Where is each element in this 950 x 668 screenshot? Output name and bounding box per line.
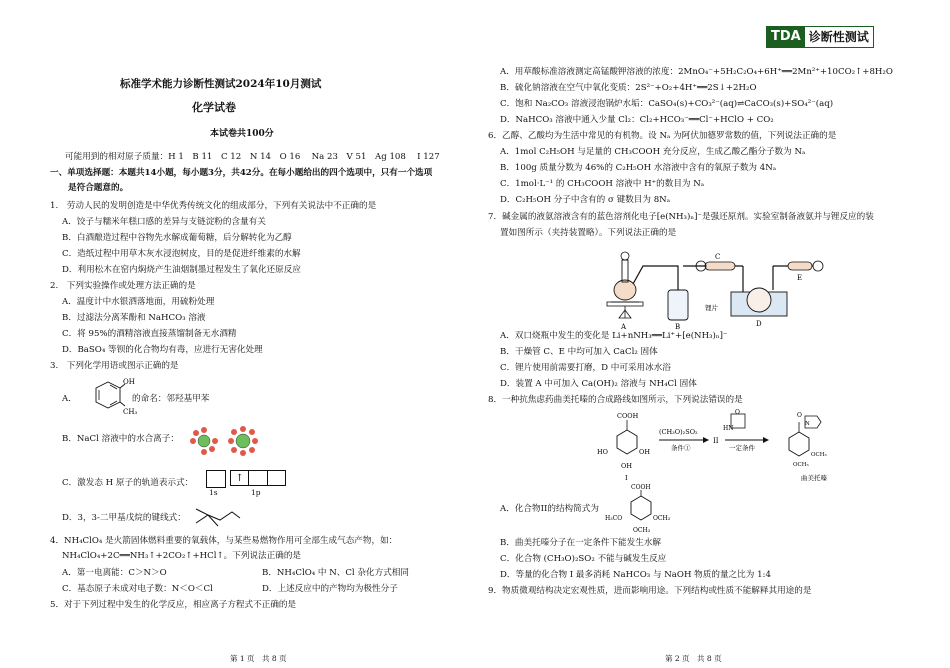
- ch3-label: CH₃: [123, 408, 138, 416]
- q3-option-d: D．3，3-二甲基戊烷的键线式：: [62, 513, 186, 523]
- och3-label-3: OCH₃: [653, 515, 671, 522]
- page-footer-1: 第 1 页 共 8 页: [230, 654, 287, 663]
- question-3: 3. 下列化学用语或图示正确的是: [50, 361, 179, 371]
- q2-option-d: D．BaSO₄ 等钡的化合物均有毒，应进行无害化处理: [62, 345, 263, 355]
- q4-option-d: D．上述反应中的产物均为极性分子: [262, 584, 398, 594]
- product-label: 曲美托嗪: [801, 474, 827, 482]
- q4-option-b: B．NH₄ClO₄ 中 N、Cl 杂化方式相同: [262, 568, 409, 578]
- hn-label: HN: [723, 425, 734, 432]
- och3-label-2: OCH₃: [793, 462, 809, 468]
- question-7: 7．碱金属的液氨溶液含有的蓝色溶剂化电子[e(NH₃)ₙ]⁻是强还原剂。实验室制备液氨并与锂反应的装: [488, 212, 874, 222]
- q3-option-c: C．激发态 H 原子的轨道表示式：: [62, 478, 194, 488]
- q5-option-b: B．硫化钠溶液在空气中氧化变质：2S²⁻+O₂+4H⁺══2S↓+2H₂O: [500, 83, 757, 93]
- compound-ii-label: II: [713, 437, 719, 445]
- q7-option-b: B．干燥管 C、E 中均可加入 CaCl₂ 固体: [500, 347, 658, 357]
- h3co-label: H₃CO: [605, 515, 623, 522]
- q7-option-d: D．装置 A 中可加入 Ca(OH)₂ 溶液与 NH₄Cl 固体: [500, 379, 697, 389]
- compound-ii-structure: [603, 484, 683, 536]
- page-footer-2: 第 2 页 共 8 页: [665, 654, 722, 663]
- exam-title: 标准学术能力诊断性测试2024年10月测试: [120, 78, 322, 90]
- q3-option-a-label: A．: [62, 394, 77, 404]
- q3-option-a-text: 的命名：邻羟基甲苯: [132, 394, 210, 404]
- label-lithium: 锂片: [705, 304, 718, 312]
- label-c: C: [715, 253, 721, 261]
- total-score: 本试卷共100分: [210, 129, 274, 139]
- question-4: 4．NH₄ClO₄ 是火箭固体燃料重要的氧载体，与某些易燃物作用可全部生成气态产物，如：: [50, 536, 398, 546]
- q5-option-a: A．用草酸标准溶液测定高锰酸钾溶液的浓度：2MnO₄⁻+5H₂C₂O₄+6H⁺══2Mn²⁺+10CO₂↑+8H₂O: [500, 67, 893, 77]
- och3-label-4: OCH₃: [633, 527, 651, 534]
- ho-label: HO: [597, 448, 608, 456]
- q1-option-d: D．利用松木在窑内焖烧产生油烟制墨过程发生了氧化还原反应: [62, 265, 301, 275]
- q1-option-b: B．白酒酿造过程中谷物先水解成葡萄糖，后分解转化为乙醇: [62, 233, 292, 243]
- q1-option-c: C．造纸过程中用草木灰水浸泡树皮，目的是促进纤维素的水解: [62, 249, 301, 259]
- label-1s: 1s: [209, 488, 218, 497]
- oh-label-2: OH: [621, 462, 632, 470]
- compound-i-label: I: [625, 474, 628, 482]
- q2-option-c: C．将 95%的酒精溶液直接蒸馏制备无水酒精: [62, 329, 237, 339]
- q2-option-a: A．温度计中水银洒落地面，用硫粉处理: [62, 297, 215, 307]
- cooh-label: COOH: [617, 412, 639, 420]
- q7-option-a: A．双口烧瓶中发生的变化是 Li+nNH₃══Li⁺+[e(NH₃)ₙ]⁻: [500, 331, 728, 341]
- apparatus-diagram: [593, 240, 833, 330]
- question-6: 6．乙醇、乙酸均为生活中常见的有机物。设 Nₐ 为阿伏加德罗常数的值，下列说法正确的是: [488, 131, 837, 141]
- orbital-boxes-1p: [230, 470, 286, 486]
- section-heading: 一、单项选择题：本题共14小题，每小题3分，共42分。在每小题给出的四个选项中，只有一个选项: [50, 168, 433, 178]
- q5-option-d: D．NaHCO₃ 溶液中通入少量 Cl₂：Cl₂+HCO₃⁻══Cl⁻+HClO + CO₂: [500, 115, 774, 125]
- label-a: A: [621, 323, 627, 331]
- q7-option-c: C．锂片使用前需要打磨，D 中可采用冰水浴: [500, 363, 671, 373]
- orbital-arrow: ↑: [230, 470, 249, 486]
- q4-option-a: A．第一电离能：C＞N＞O: [62, 568, 167, 578]
- o-cresol-structure: [78, 376, 138, 418]
- question-5: 5．对于下列过程中发生的化学反应，相应离子方程式不正确的是: [50, 600, 297, 610]
- cooh-label-2: COOH: [631, 484, 651, 491]
- q3-option-b: B．NaCl 溶液中的水合离子：: [62, 434, 179, 444]
- condition-1-label: 条件①: [671, 444, 691, 452]
- label-d: D: [756, 320, 762, 328]
- question-9: 9．物质微观结构决定宏观性质，进而影响用途。下列结构或性质不能解释其用途的是: [488, 586, 812, 596]
- q5-option-c: C．饱和 Na₂CO₃ 溶液浸泡锅炉水垢：CaSO₄(s)+CO₃²⁻(aq)⇌CaCO₃(s)+SO₄²⁻(aq): [500, 99, 834, 109]
- q8-option-c: C．化合物 (CH₃O)₂SO₂ 不能与碱发生反应: [500, 554, 667, 564]
- atomic-masses: 可能用到的相对原子质量：H 1 B 11 C 12 N 14 O 16 Na 23 V 51 Ag 108 I 127: [65, 152, 440, 162]
- question-8: 8．一种抗焦虑药曲美托嗪的合成路线如图所示，下列说法错误的是: [488, 395, 743, 405]
- logo-text: 诊断性测试: [805, 27, 873, 47]
- subject-title: 化学试卷: [192, 101, 236, 114]
- q8-option-a: A．化合物II的结构简式为: [500, 504, 599, 514]
- right-page: [475, 0, 950, 668]
- n-label: N: [805, 421, 810, 427]
- label-b: B: [675, 323, 681, 331]
- question-2: 2. 下列实验操作或处理方法正确的是: [50, 281, 196, 291]
- orbital-box: [268, 470, 286, 486]
- q6-option-b: B．100g 质量分数为 46%的 C₂H₅OH 水溶液中含有的氧原子数为 4Nₐ: [500, 163, 777, 173]
- o-label-2: O: [797, 412, 802, 419]
- question-7-cont: 置如图所示（夹持装置略）。下列说法正确的是: [500, 228, 677, 238]
- condition-2-label: 一定条件: [729, 444, 755, 452]
- q6-option-d: D．C₂H₅OH 分子中含有的 σ 键数目为 8Nₐ: [500, 195, 671, 205]
- orbital-box-1s: [206, 470, 226, 488]
- q1-option-a: A．饺子与糯米年糕口感的差异与支链淀粉的含量有关: [62, 217, 266, 227]
- question-1: 1. 劳动人民的发明创造是中华优秀传统文化的组成部分，下列有关说法中不正确的是: [50, 201, 377, 211]
- label-1p: 1p: [251, 488, 261, 497]
- synthesis-scheme: [593, 408, 853, 486]
- q8-option-d: D．等量的化合物 I 最多消耗 NaHCO₃ 与 NaOH 物质的量之比为 1:4: [500, 570, 771, 580]
- label-e: E: [797, 274, 803, 282]
- orbital-box: [249, 470, 267, 486]
- section-heading-cont: 是符合题意的。: [68, 183, 129, 193]
- q4-option-c: C．基态原子未成对电子数：N＜O＜Cl: [62, 584, 213, 594]
- hydrated-ions-diagram: [188, 424, 268, 458]
- o-label: O: [735, 409, 740, 416]
- oh-label-1: OH: [639, 448, 650, 456]
- oh-label: OH: [123, 378, 135, 386]
- skeletal-formula: [192, 506, 242, 528]
- q6-option-c: C．1mol·L⁻¹ 的 CH₃COOH 溶液中 H⁺的数目为 Nₐ: [500, 179, 705, 189]
- logo-brand: TDA: [767, 27, 805, 47]
- q6-option-a: A．1mol C₂H₅OH 与足量的 CH₃COOH 充分反应，生成乙酸乙酯分子数为 Nₐ: [500, 147, 806, 157]
- question-4-cont: NH₄ClO₄+2C══NH₃↑+2CO₂↑+HCl↑。下列说法正确的是: [62, 551, 302, 561]
- q8-option-b: B．曲美托嗪分子在一定条件下能发生水解: [500, 538, 662, 548]
- reagent-label: (CH₃O)₂SO₂: [659, 428, 698, 436]
- q2-option-b: B．过滤法分离苯酚和 NaHCO₃ 溶液: [62, 313, 206, 323]
- och3-label-1: OCH₃: [811, 452, 827, 458]
